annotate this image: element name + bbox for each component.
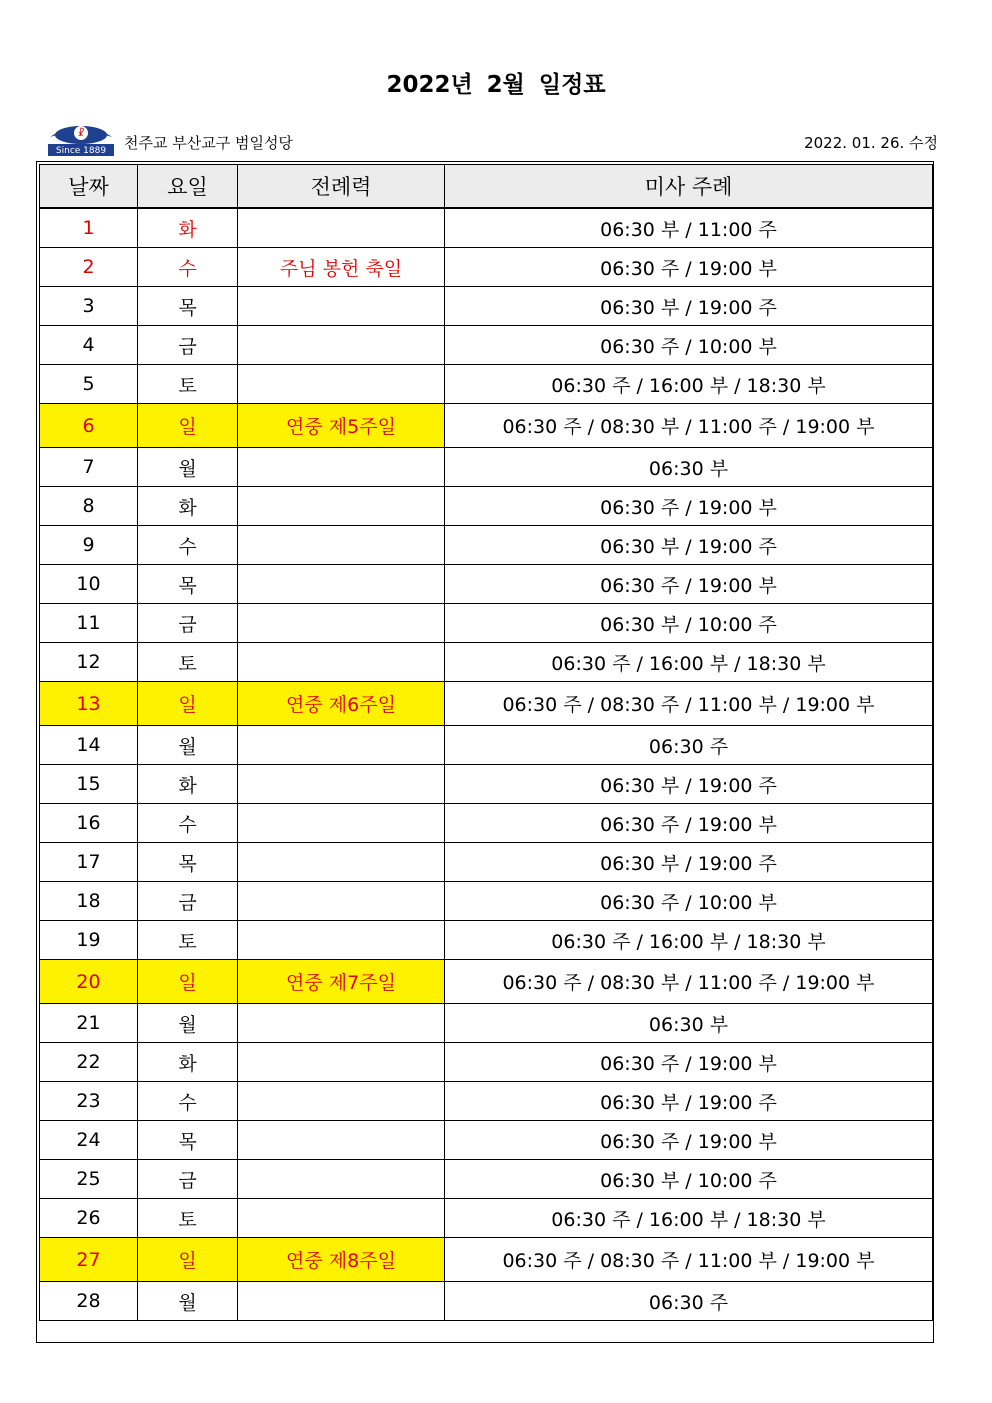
date-cell: 25 xyxy=(40,1160,138,1199)
table-row xyxy=(40,804,933,843)
liturgy-cell xyxy=(238,726,445,765)
table-row xyxy=(40,404,933,448)
table-row xyxy=(40,526,933,565)
day-cell: 월 xyxy=(138,1282,238,1321)
date-cell: 9 xyxy=(40,526,138,565)
mass-cell: 06:30 주 / 19:00 부 xyxy=(445,1043,933,1082)
date-cell: 4 xyxy=(40,326,138,365)
day-cell: 화 xyxy=(138,765,238,804)
day-cell: 일 xyxy=(138,404,238,448)
liturgy-cell xyxy=(238,843,445,882)
day-cell: 월 xyxy=(138,448,238,487)
mass-cell: 06:30 부 / 19:00 주 xyxy=(445,843,933,882)
table-row xyxy=(40,1043,933,1082)
table-row xyxy=(40,1082,933,1121)
day-cell: 토 xyxy=(138,921,238,960)
liturgy-cell: 연중 제8주일 xyxy=(238,1238,445,1282)
page-title: 2022년 2월 일정표 xyxy=(386,72,606,98)
liturgy-cell xyxy=(238,1282,445,1321)
date-cell: 2 xyxy=(40,248,138,287)
table-row xyxy=(40,726,933,765)
liturgy-cell xyxy=(238,526,445,565)
table-row xyxy=(40,1160,933,1199)
date-cell: 19 xyxy=(40,921,138,960)
liturgy-cell xyxy=(238,326,445,365)
date-cell: 7 xyxy=(40,448,138,487)
liturgy-cell xyxy=(238,921,445,960)
mass-cell: 06:30 부 xyxy=(445,1004,933,1043)
day-cell: 월 xyxy=(138,1004,238,1043)
liturgy-cell xyxy=(238,1082,445,1121)
date-cell: 13 xyxy=(40,682,138,726)
mass-cell: 06:30 주 / 10:00 부 xyxy=(445,882,933,921)
mass-cell: 06:30 주 / 10:00 부 xyxy=(445,326,933,365)
mass-cell: 06:30 주 / 16:00 부 / 18:30 부 xyxy=(445,1199,933,1238)
date-cell: 22 xyxy=(40,1043,138,1082)
mass-cell: 06:30 부 / 19:00 주 xyxy=(445,1082,933,1121)
day-cell: 수 xyxy=(138,804,238,843)
date-cell: 6 xyxy=(40,404,138,448)
day-cell: 일 xyxy=(138,1238,238,1282)
day-cell: 수 xyxy=(138,248,238,287)
day-cell: 금 xyxy=(138,882,238,921)
liturgy-cell xyxy=(238,765,445,804)
date-cell: 3 xyxy=(40,287,138,326)
table-row xyxy=(40,287,933,326)
liturgy-cell: 연중 제6주일 xyxy=(238,682,445,726)
mass-cell: 06:30 주 / 16:00 부 / 18:30 부 xyxy=(445,921,933,960)
day-cell: 목 xyxy=(138,287,238,326)
date-cell: 16 xyxy=(40,804,138,843)
date-cell: 8 xyxy=(40,487,138,526)
table-row xyxy=(40,604,933,643)
liturgy-cell: 연중 제7주일 xyxy=(238,960,445,1004)
mass-cell: 06:30 주 / 19:00 부 xyxy=(445,804,933,843)
date-cell: 28 xyxy=(40,1282,138,1321)
mass-cell: 06:30 주 / 08:30 주 / 11:00 부 / 19:00 부 xyxy=(445,1238,933,1282)
date-cell: 26 xyxy=(40,1199,138,1238)
header-day: 요일 xyxy=(138,165,238,209)
schedule-table xyxy=(39,164,933,1321)
liturgy-cell xyxy=(238,882,445,921)
liturgy-cell xyxy=(238,487,445,526)
table-row xyxy=(40,208,933,248)
day-cell: 일 xyxy=(138,960,238,1004)
liturgy-cell xyxy=(238,1004,445,1043)
day-cell: 목 xyxy=(138,1121,238,1160)
day-cell: 월 xyxy=(138,726,238,765)
table-row xyxy=(40,643,933,682)
table-row xyxy=(40,448,933,487)
header-date: 날짜 xyxy=(40,165,138,209)
day-cell: 토 xyxy=(138,643,238,682)
table-row xyxy=(40,1199,933,1238)
day-cell: 화 xyxy=(138,487,238,526)
table-row xyxy=(40,843,933,882)
day-cell: 금 xyxy=(138,1160,238,1199)
table-row xyxy=(40,960,933,1004)
mass-cell: 06:30 주 / 08:30 부 / 11:00 주 / 19:00 부 xyxy=(445,960,933,1004)
day-cell: 화 xyxy=(138,208,238,248)
day-cell: 화 xyxy=(138,1043,238,1082)
day-cell: 토 xyxy=(138,365,238,404)
svg-text:☧: ☧ xyxy=(77,129,85,139)
header-liturgy: 전례력 xyxy=(238,165,445,209)
mass-cell: 06:30 주 / 19:00 부 xyxy=(445,487,933,526)
table-row xyxy=(40,1004,933,1043)
date-cell: 27 xyxy=(40,1238,138,1282)
liturgy-cell xyxy=(238,804,445,843)
mass-cell: 06:30 부 / 11:00 주 xyxy=(445,208,933,248)
table-row xyxy=(40,765,933,804)
day-cell: 토 xyxy=(138,1199,238,1238)
mass-cell: 06:30 부 / 19:00 주 xyxy=(445,765,933,804)
day-cell: 일 xyxy=(138,682,238,726)
mass-cell: 06:30 주 / 19:00 부 xyxy=(445,565,933,604)
day-cell: 수 xyxy=(138,526,238,565)
table-row xyxy=(40,326,933,365)
logo-text: Since 1889 xyxy=(55,146,107,156)
day-cell: 목 xyxy=(138,843,238,882)
mass-cell: 06:30 주 / 08:30 주 / 11:00 부 / 19:00 부 xyxy=(445,682,933,726)
mass-cell: 06:30 부 / 19:00 주 xyxy=(445,526,933,565)
liturgy-cell: 연중 제5주일 xyxy=(238,404,445,448)
table-header-row xyxy=(40,165,933,209)
mass-cell: 06:30 주 / 16:00 부 / 18:30 부 xyxy=(445,643,933,682)
date-cell: 11 xyxy=(40,604,138,643)
revision-date: 2022. 01. 26. 수정 xyxy=(804,134,938,152)
date-cell: 14 xyxy=(40,726,138,765)
day-cell: 수 xyxy=(138,1082,238,1121)
mass-cell: 06:30 부 / 10:00 주 xyxy=(445,1160,933,1199)
liturgy-cell xyxy=(238,565,445,604)
mass-cell: 06:30 부 / 10:00 주 xyxy=(445,604,933,643)
mass-cell: 06:30 주 / 08:30 부 / 11:00 주 / 19:00 부 xyxy=(445,404,933,448)
liturgy-cell xyxy=(238,1160,445,1199)
mass-cell: 06:30 주 / 19:00 부 xyxy=(445,1121,933,1160)
day-cell: 목 xyxy=(138,565,238,604)
table-row xyxy=(40,487,933,526)
table-row xyxy=(40,1121,933,1160)
church-name: 천주교 부산교구 범일성당 xyxy=(124,134,293,152)
day-cell: 금 xyxy=(138,604,238,643)
mass-cell: 06:30 부 xyxy=(445,448,933,487)
liturgy-cell: 주님 봉헌 축일 xyxy=(238,248,445,287)
liturgy-cell xyxy=(238,448,445,487)
table-row xyxy=(40,921,933,960)
date-cell: 20 xyxy=(40,960,138,1004)
date-cell: 5 xyxy=(40,365,138,404)
liturgy-cell xyxy=(238,287,445,326)
liturgy-cell xyxy=(238,365,445,404)
parish-logo xyxy=(46,121,116,157)
mass-cell: 06:30 주 xyxy=(445,1282,933,1321)
liturgy-cell xyxy=(238,208,445,248)
date-cell: 18 xyxy=(40,882,138,921)
table-row xyxy=(40,248,933,287)
liturgy-cell xyxy=(238,1121,445,1160)
header-mass: 미사 주례 xyxy=(445,165,933,209)
liturgy-cell xyxy=(238,643,445,682)
date-cell: 10 xyxy=(40,565,138,604)
liturgy-cell xyxy=(238,604,445,643)
date-cell: 15 xyxy=(40,765,138,804)
mass-cell: 06:30 부 / 19:00 주 xyxy=(445,287,933,326)
day-cell: 금 xyxy=(138,326,238,365)
date-cell: 1 xyxy=(40,208,138,248)
table-row xyxy=(40,882,933,921)
table-row xyxy=(40,1282,933,1321)
date-cell: 23 xyxy=(40,1082,138,1121)
table-row xyxy=(40,1238,933,1282)
table-row xyxy=(40,565,933,604)
mass-cell: 06:30 주 xyxy=(445,726,933,765)
date-cell: 17 xyxy=(40,843,138,882)
liturgy-cell xyxy=(238,1043,445,1082)
liturgy-cell xyxy=(238,1199,445,1238)
table-row xyxy=(40,365,933,404)
date-cell: 12 xyxy=(40,643,138,682)
mass-cell: 06:30 주 / 16:00 부 / 18:30 부 xyxy=(445,365,933,404)
date-cell: 24 xyxy=(40,1121,138,1160)
date-cell: 21 xyxy=(40,1004,138,1043)
mass-cell: 06:30 주 / 19:00 부 xyxy=(445,248,933,287)
table-row xyxy=(40,682,933,726)
